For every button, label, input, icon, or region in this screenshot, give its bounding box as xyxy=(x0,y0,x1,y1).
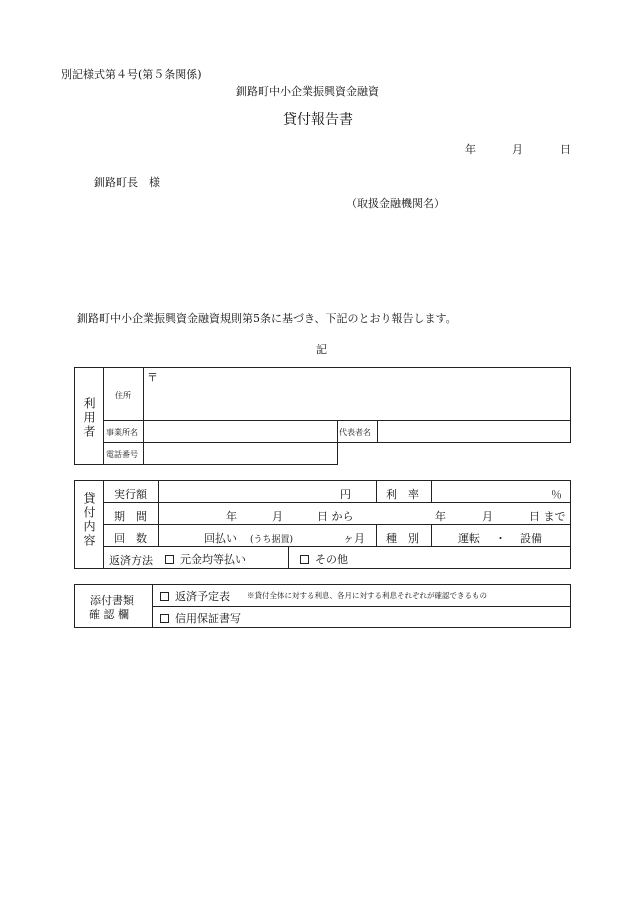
attach-item-schedule-label: 返済予定表 xyxy=(175,590,230,603)
method-option-other-label: その他 xyxy=(315,553,348,566)
count-label: 回 数 xyxy=(114,532,147,545)
addressee: 釧路町長 様 xyxy=(94,176,160,189)
ki-label: 記 xyxy=(316,343,327,356)
rep-label: 代表者名 xyxy=(339,428,371,437)
date-month: 月 xyxy=(512,143,523,156)
rep-field[interactable] xyxy=(380,423,566,439)
attach-item-guarantee-label: 信用保証書写 xyxy=(175,612,241,625)
form-number: 別記様式第４号(第５条関係) xyxy=(61,68,202,81)
amount-unit: 円 xyxy=(340,488,351,501)
period-year-to: 年 xyxy=(435,510,446,523)
attach-item-schedule[interactable] xyxy=(160,588,230,604)
period-label: 期 間 xyxy=(114,510,147,523)
date-year: 年 xyxy=(465,143,476,156)
type-equipment[interactable]: 設備 xyxy=(520,532,542,545)
type-label: 種 別 xyxy=(386,532,419,545)
period-month-from: 月 xyxy=(272,510,283,523)
attach-heading-line1: 添付書類 xyxy=(90,594,134,607)
phone-label: 電話番号 xyxy=(106,450,138,459)
rate-unit: ％ xyxy=(551,488,562,501)
type-working[interactable]: 運転 xyxy=(458,532,480,545)
rate-field[interactable] xyxy=(435,483,547,499)
checkbox-icon[interactable] xyxy=(160,614,169,623)
period-year-from: 年 xyxy=(226,510,237,523)
amount-field[interactable] xyxy=(162,483,336,499)
postal-mark: 〒 xyxy=(147,371,158,384)
office-label: 事業所名 xyxy=(106,428,138,437)
form-subtitle: 釧路町中小企業振興資金融資 xyxy=(236,85,379,98)
count-note: (うち据置) xyxy=(250,535,294,545)
user-section-heading: 利用者 xyxy=(82,397,96,439)
checkbox-icon[interactable] xyxy=(300,555,309,564)
address-label: 住所 xyxy=(115,391,131,400)
attach-item-schedule-note: ※貸付全体に対する利息、各月に対する利息それぞれが確認できるもの xyxy=(247,591,487,600)
method-label: 返済方法 xyxy=(109,554,153,567)
period-day-from: 日 から xyxy=(317,510,354,523)
institution-label: （取扱金融機関名） xyxy=(346,197,445,210)
phone-field[interactable] xyxy=(146,445,334,461)
rate-label: 利 率 xyxy=(386,488,419,501)
office-field[interactable] xyxy=(146,423,334,439)
period-month-to: 月 xyxy=(482,510,493,523)
address-field[interactable] xyxy=(146,384,566,416)
checkbox-icon[interactable] xyxy=(160,592,169,601)
period-day-to: 日 まで xyxy=(529,510,566,523)
loan-section-heading: 貸付内容 xyxy=(82,492,96,548)
method-option-other[interactable] xyxy=(300,551,348,567)
type-separator: ・ xyxy=(495,532,506,545)
attach-heading-line2: 確 認 欄 xyxy=(89,608,129,621)
date-day: 日 xyxy=(560,143,571,156)
amount-label: 実行額 xyxy=(114,488,147,501)
method-option-equal[interactable] xyxy=(165,551,246,567)
count-months: ヶ月 xyxy=(343,532,365,545)
attach-item-guarantee[interactable] xyxy=(160,610,241,626)
method-option-equal-label: 元金均等払い xyxy=(180,553,246,566)
statement-text: 釧路町中小企業振興資金融資規則第5条に基づき、下記のとおり報告します。 xyxy=(77,312,457,325)
count-unit: 回払い xyxy=(204,532,237,545)
checkbox-icon[interactable] xyxy=(165,555,174,564)
page-title: 貸付報告書 xyxy=(283,112,353,128)
